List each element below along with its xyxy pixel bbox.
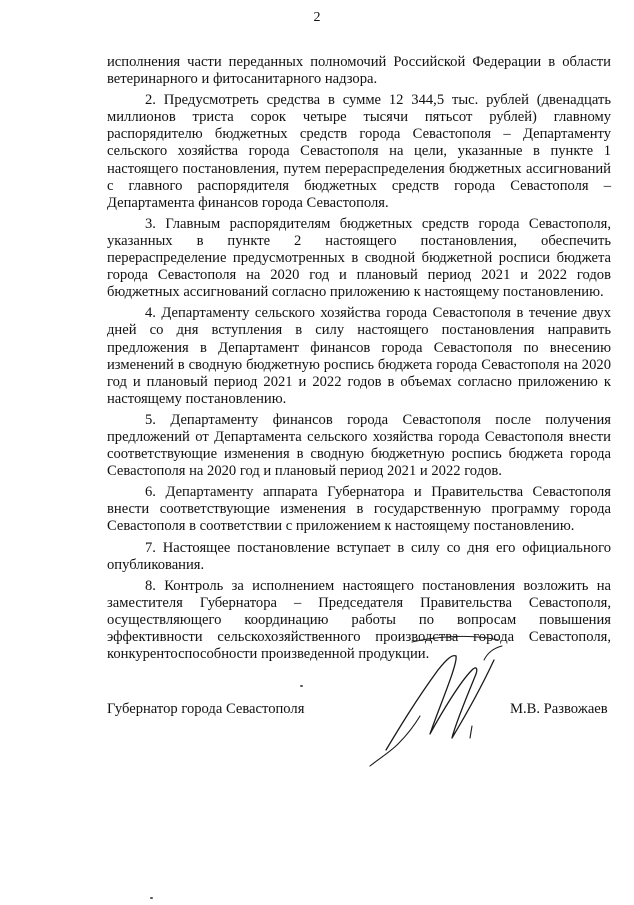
paragraph-2: 2. Предусмотреть средства в сумме 12 344,5 тыс. рублей (двенадцать миллионов триста сорок четыре тысячи пятьсот рублей) главному распорядителю бюджетных средств города Севастополя – Департаменту сельского хозяйства города Севастополя на цели, указанные в пункте 1 настоящего постановления, путем перераспределения бюджетных ассигнований с главного распорядителя бюджетных средств города Севастополя – Департамента финансов города Севастополя. [107,92,611,211]
paragraph-3: 3. Главным распорядителям бюджетных средств города Севастополя, указанных в пункте 2 настоящего постановления, обеспечить перераспределение предусмотренных в сводной бюджетной росписи бюджета города Севастополя на 2020 год и плановый период 2021 и 2022 годов бюджетных ассигнований согласно приложению к настоящему постановлению. [107,215,611,301]
paragraph-4: 4. Департаменту сельского хозяйства города Севастополя в течение двух дней со дня вступления в силу настоящего постановления направить предложения в Департамент финансов города Севастополя по внесению изменений в сводную бюджетную роспись бюджета города Севастополя на 2020 год и плановый период 2021 и 2022 годов в объемах согласно приложению к настоящему постановлению. [107,305,611,407]
scan-speck [150,897,153,899]
paragraph-6: 6. Департаменту аппарата Губернатора и Правительства Севастополя внести соответствующие изменения в государственную программу города Севастополя в соответствии с приложением к настоящему постановлению. [107,484,611,535]
signatory-name: М.В. Развожаев [510,701,608,717]
paragraph-8: 8. Контроль за исполнением настоящего постановления возложить на заместителя Губернатора – Председателя Правительства Севастополя, осуществляющего координацию работы по вопросам повышения эффективности сельскохозяйственного производства города Севастополя, конкурентоспособности произведенной продукции. [107,577,611,663]
scan-speck [300,685,303,687]
handwritten-signature [368,630,508,780]
paragraph-continuation: исполнения части переданных полномочий Российской Федерации в области ветеринарного и фитосанитарного надзора. [107,54,611,88]
page-number: 2 [313,10,321,25]
paragraph-5: 5. Департаменту финансов города Севастополя после получения предложений от Департамента сельского хозяйства города Севастополя внести соответствующие изменения в сводную бюджетную роспись бюджета города Севастополя на 2020 год и плановый период 2021 и 2022 годов. [107,411,611,480]
signatory-title: Губернатор города Севастополя [107,701,305,717]
document-body [107,54,611,667]
paragraph-7: 7. Настоящее постановление вступает в силу со дня его официального опубликования. [107,539,611,573]
